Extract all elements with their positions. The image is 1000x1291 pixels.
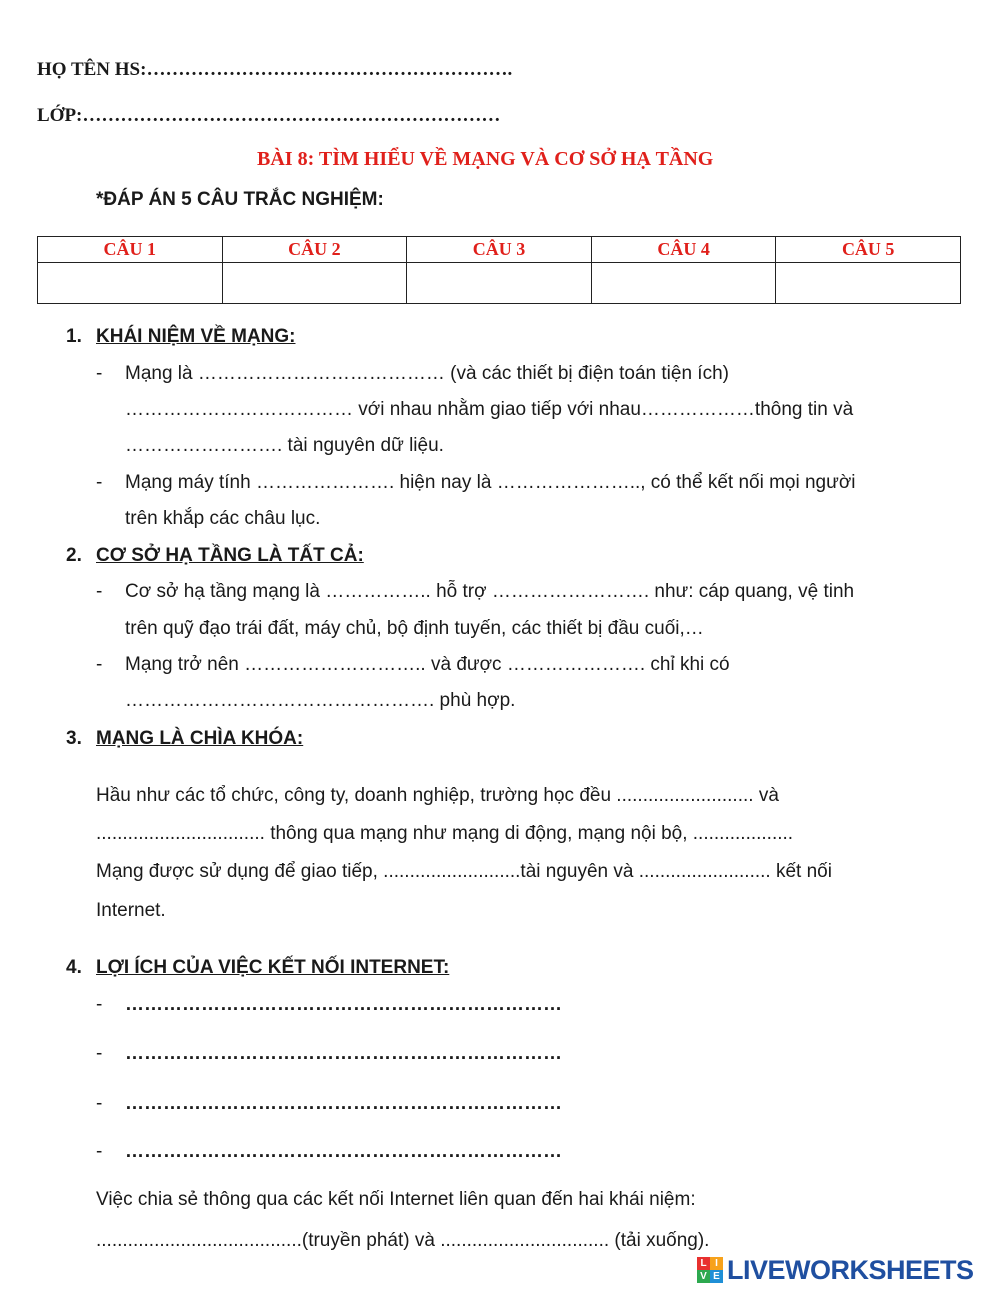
answer-cell-2[interactable] xyxy=(222,263,407,304)
bullet-dash: - xyxy=(96,1093,103,1114)
bullet-dash: - xyxy=(96,1043,103,1064)
section-2-line-3: Mạng trở nên ……………………….. và được …………………. chỉ khi có xyxy=(125,654,730,675)
section-1-line-2: ……………………………… với nhau nhằm giao tiếp với nhau………………thông tin và xyxy=(125,399,854,420)
logo-mark xyxy=(697,1257,723,1283)
section-number: 4. xyxy=(66,957,82,978)
bullet-dash: - xyxy=(96,363,103,384)
answer-cell-5[interactable] xyxy=(776,263,961,304)
answer-header-4: CÂU 4 xyxy=(591,237,776,263)
section-4-line-2: .......................................(truyền phát) và ................................ (tải xuống). xyxy=(96,1230,710,1251)
section-1-line-1: Mạng là ………………………………… (và các thiết bị điện toán tiện ích) xyxy=(125,363,729,384)
bullet-dash: - xyxy=(96,654,103,675)
section-1-line-4: Mạng máy tính …………………. hiện nay là ………………….., có thể kết nối mọi người xyxy=(125,472,856,493)
answer-header-1: CÂU 1 xyxy=(38,237,223,263)
bullet-dash: - xyxy=(96,472,103,493)
logo-letter: V xyxy=(697,1270,710,1283)
student-name-line: HỌ TÊN HS:…………………………………………………. xyxy=(37,59,513,80)
answer-key-label: *ĐÁP ÁN 5 CÂU TRẮC NGHIỆM: xyxy=(96,189,384,210)
section-number: 3. xyxy=(66,728,82,749)
section-2-line-1: Cơ sở hạ tầng mạng là …………….. hỗ trợ ……………………. như: cáp quang, vệ tinh xyxy=(125,581,855,602)
benefit-blank-3[interactable]: …………………………………………………………… xyxy=(125,1093,562,1114)
section-title: LỢI ÍCH CỦA VIỆC KẾT NỐI INTERNET: xyxy=(96,957,450,978)
answer-cell-3[interactable] xyxy=(407,263,592,304)
logo-text: LIVEWORKSHEETS xyxy=(727,1254,974,1285)
section-title: MẠNG LÀ CHÌA KHÓA: xyxy=(96,728,304,749)
class-line: LỚP:………………………………………………………… xyxy=(37,105,501,126)
answer-header-2: CÂU 2 xyxy=(222,237,407,263)
section-3-line-2: ................................ thông qua mạng như mạng di động, mạng nội bộ, ................... xyxy=(96,823,794,844)
benefit-blank-2[interactable]: …………………………………………………………… xyxy=(125,1043,562,1064)
answer-header-5: CÂU 5 xyxy=(776,237,961,263)
bullet-dash: - xyxy=(96,1141,103,1162)
section-3-line-4: Internet. xyxy=(96,900,166,921)
answer-cell-4[interactable] xyxy=(591,263,776,304)
liveworksheets-logo xyxy=(697,1254,974,1286)
bullet-dash: - xyxy=(96,994,103,1015)
section-1-line-5: trên khắp các châu lục. xyxy=(125,508,321,529)
bullet-dash: - xyxy=(96,581,103,602)
benefit-blank-4[interactable]: …………………………………………………………… xyxy=(125,1141,562,1162)
logo-letter: L xyxy=(697,1257,710,1270)
section-2-line-2: trên quỹ đạo trái đất, máy chủ, bộ định tuyến, các thiết bị đầu cuối,… xyxy=(125,618,704,639)
section-1-line-3: ……………………. tài nguyên dữ liệu. xyxy=(125,435,444,456)
benefit-blank-1[interactable]: …………………………………………………………… xyxy=(125,994,562,1015)
answer-header-3: CÂU 3 xyxy=(407,237,592,263)
section-number: 1. xyxy=(66,326,82,347)
section-title: KHÁI NIỆM VỀ MẠNG: xyxy=(96,326,296,347)
answer-cell-1[interactable] xyxy=(38,263,223,304)
section-number: 2. xyxy=(66,545,82,566)
page-title: BÀI 8: TÌM HIỂU VỀ MẠNG VÀ CƠ SỞ HẠ TẦNG xyxy=(257,148,714,170)
section-2-line-4: …………………………………………. phù hợp. xyxy=(125,690,516,711)
logo-letter: E xyxy=(710,1270,723,1283)
section-3-line-3: Mạng được sử dụng để giao tiếp, ..........................tài nguyên và ......................... kết nối xyxy=(96,861,832,882)
logo-letter: I xyxy=(710,1257,723,1270)
answer-table xyxy=(37,236,961,304)
section-3-line-1: Hầu như các tổ chức, công ty, doanh nghiệp, trường học đều .......................... và xyxy=(96,785,779,806)
section-title: CƠ SỞ HẠ TẦNG LÀ TẤT CẢ: xyxy=(96,545,364,566)
section-4-line-1: Việc chia sẻ thông qua các kết nối Internet liên quan đến hai khái niệm: xyxy=(96,1189,696,1210)
